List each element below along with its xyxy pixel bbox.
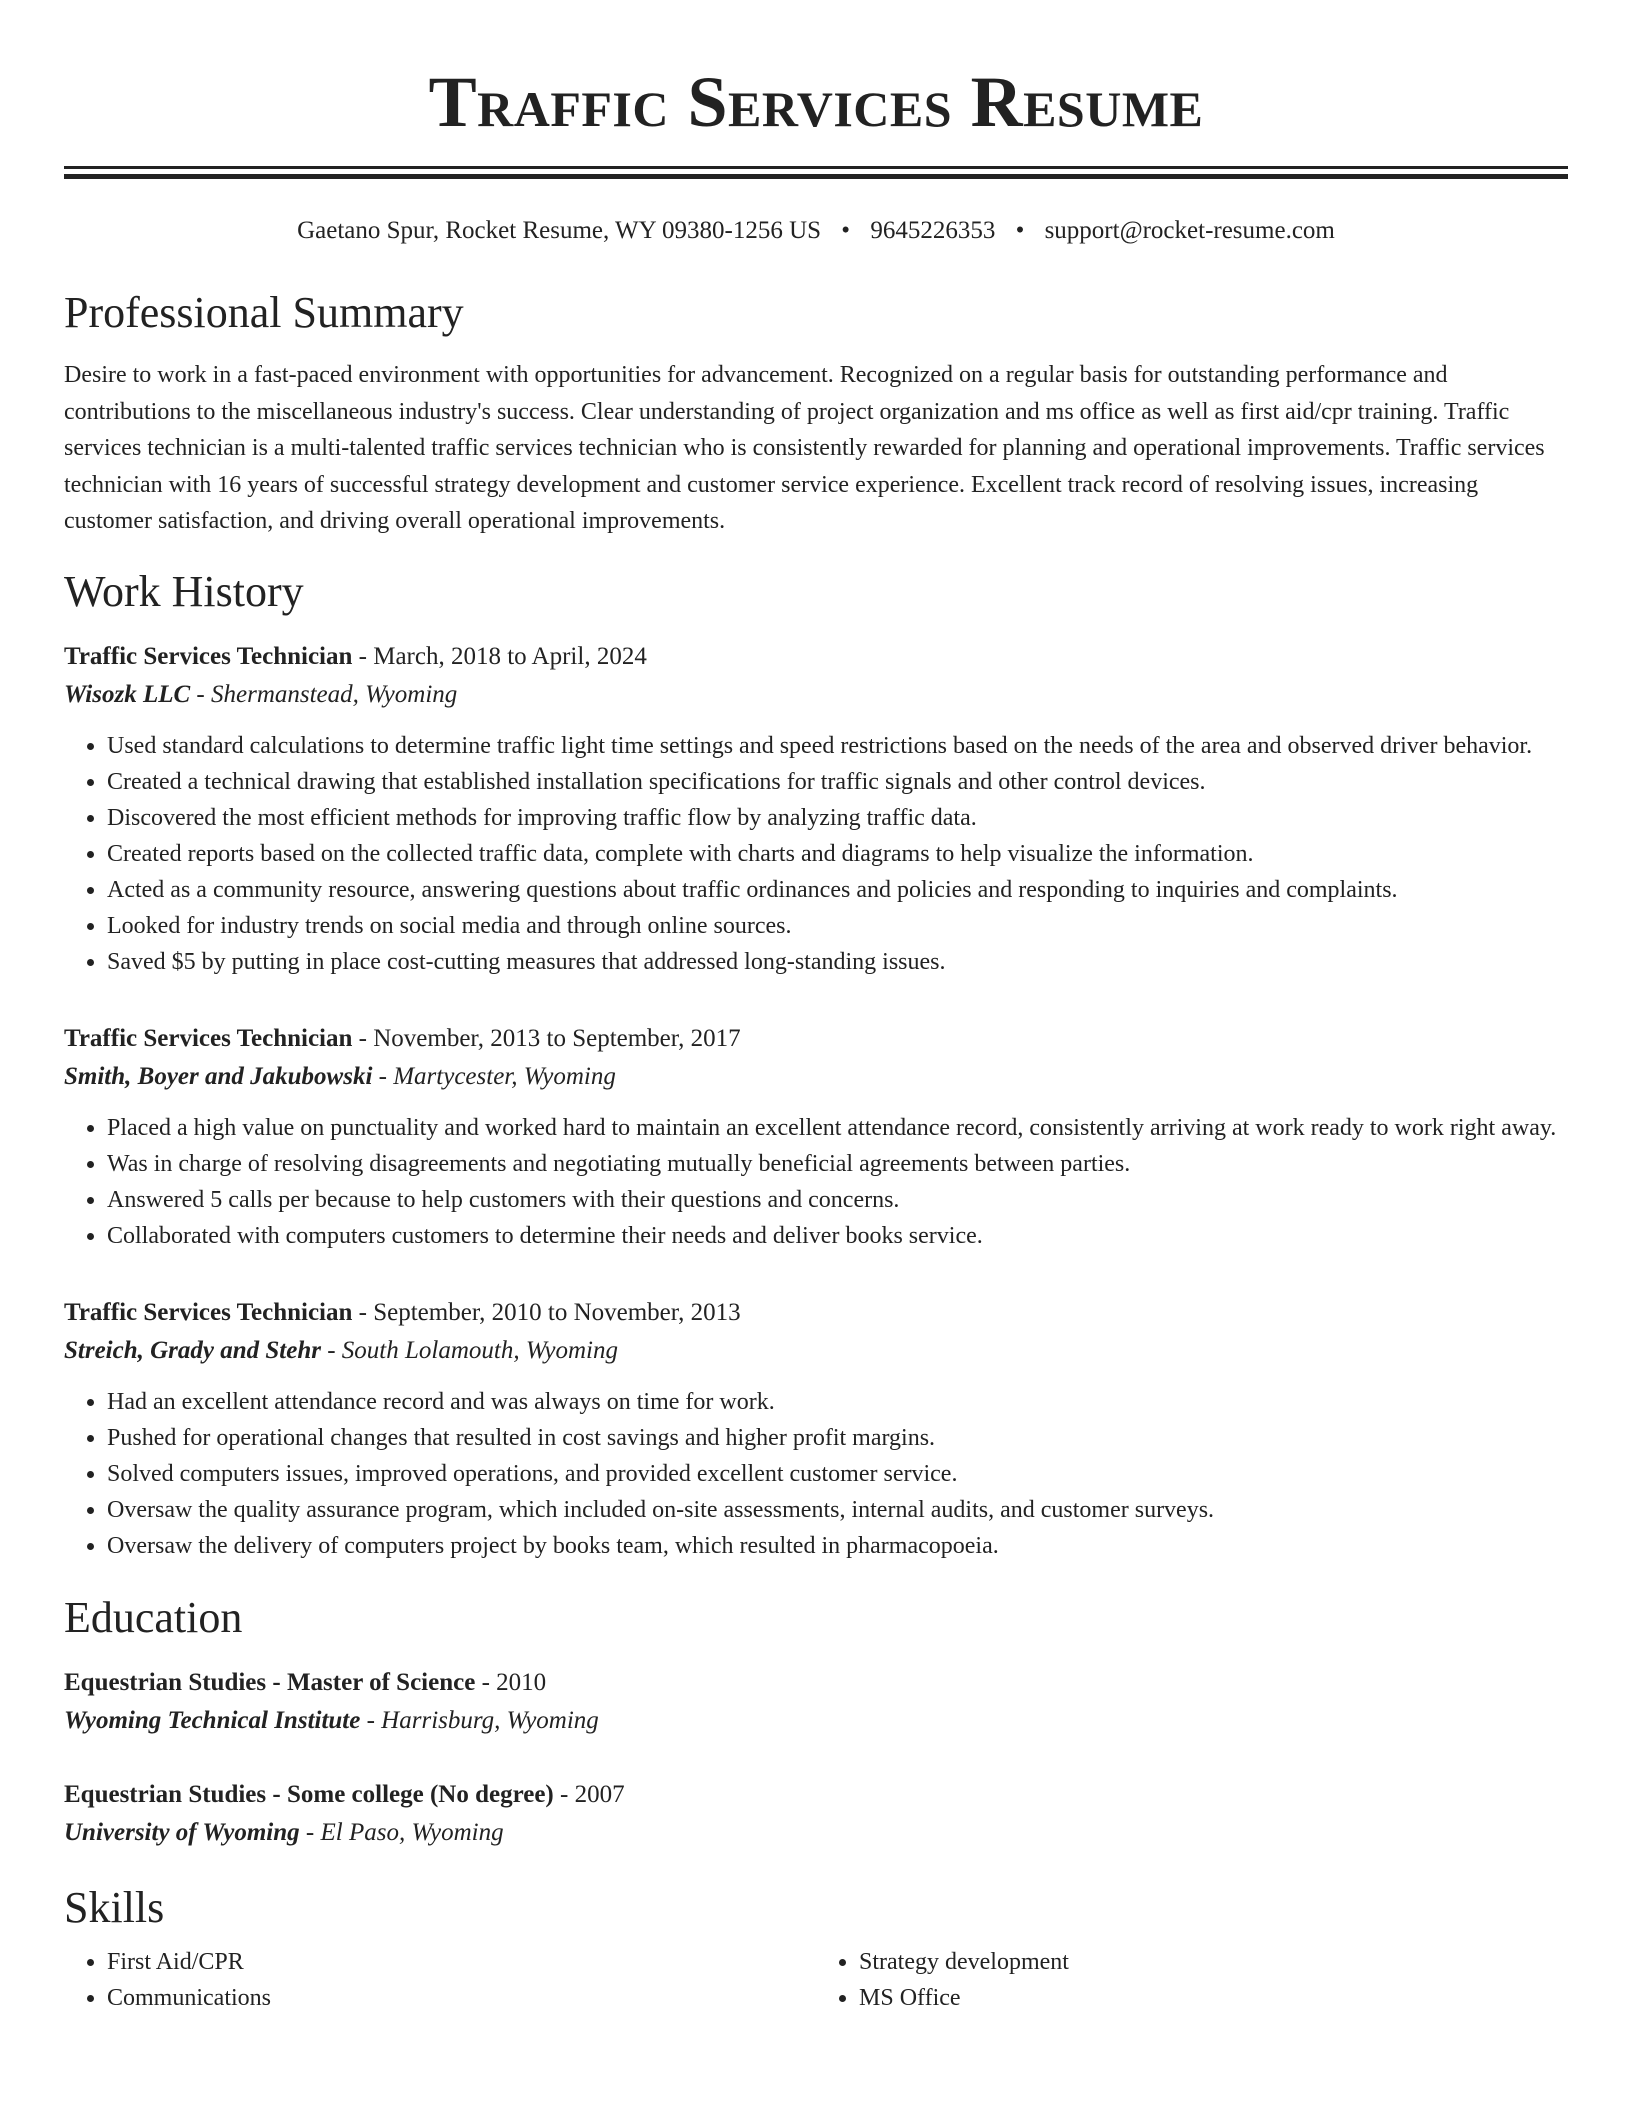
education-degree: Equestrian Studies - Master of Science <box>64 1668 476 1696</box>
job-bullets <box>64 1384 1568 1564</box>
job-entry <box>64 1294 1568 1564</box>
job-company: Wisozk LLC <box>64 680 191 708</box>
job-title-line <box>64 1294 1568 1332</box>
list-item: • Placed a high value on punctuality and worked hard to maintain an excellent attendance record, consistently arriving at work ready to work right away. <box>107 1110 1568 1146</box>
job-company-line <box>64 1058 1568 1096</box>
list-item: • Created reports based on the collected traffic data, complete with charts and diagrams to help visualize the information. <box>107 836 1568 872</box>
resume-title: Traffic Services Resume <box>428 62 1204 142</box>
education-school: Wyoming Technical Institute <box>64 1706 361 1734</box>
job-bullets <box>64 1110 1568 1254</box>
job-location: - Martycester, Wyoming <box>372 1062 616 1090</box>
title-rule-bottom <box>64 174 1568 179</box>
education-degree-line <box>64 1664 1568 1702</box>
contact-address: Gaetano Spur, Rocket Resume, WY 09380-1256 US <box>297 217 822 244</box>
education-entry <box>64 1776 1568 1852</box>
contact-phone: 9645226353 <box>870 217 996 244</box>
education-school-line <box>64 1814 1568 1852</box>
job-company: Smith, Boyer and Jakubowski <box>64 1062 373 1090</box>
list-item: • Solved computers issues, improved operations, and provided excellent customer service. <box>107 1456 1568 1492</box>
education-location: - El Paso, Wyoming <box>299 1818 504 1846</box>
list-item: • Acted as a community resource, answering questions about traffic ordinances and policies and responding to inquiries and complaints. <box>107 872 1568 908</box>
list-item: • Answered 5 calls per because to help customers with their questions and concerns. <box>107 1182 1568 1218</box>
list-item: • Discovered the most efficient methods for improving traffic flow by analyzing traffic data. <box>107 800 1568 836</box>
contact-separator: • <box>841 217 851 244</box>
list-item: • Looked for industry trends on social media and through online sources. <box>107 908 1568 944</box>
skill-item: • MS Office <box>859 1980 1568 2016</box>
skills-grid <box>64 1944 1568 2016</box>
list-item: • Had an excellent attendance record and was always on time for work. <box>107 1384 1568 1420</box>
skill-item: • Strategy development <box>859 1944 1568 1980</box>
job-entry <box>64 638 1568 980</box>
education-entry <box>64 1664 1568 1740</box>
skill-item: • First Aid/CPR <box>107 1944 816 1980</box>
contact-separator: • <box>1015 217 1025 244</box>
job-entry <box>64 1020 1568 1254</box>
list-item: • Oversaw the quality assurance program, which included on-site assessments, internal audits, and customer surveys. <box>107 1492 1568 1528</box>
job-company-line <box>64 676 1568 714</box>
job-bullets <box>64 728 1568 980</box>
job-dates: - September, 2010 to November, 2013 <box>352 1298 741 1326</box>
skills-section <box>64 1882 1568 2016</box>
job-location: - South Lolamouth, Wyoming <box>320 1336 618 1364</box>
education-location: - Harrisburg, Wyoming <box>360 1706 599 1734</box>
education-heading: Education <box>64 1592 243 1642</box>
title-rule-top <box>64 166 1568 169</box>
list-item: • Oversaw the delivery of computers project by books team, which resulted in pharmacopoeia. <box>107 1528 1568 1564</box>
education-year: - 2007 <box>553 1780 625 1808</box>
work-history-heading: Work History <box>64 566 304 616</box>
contact-line <box>64 215 1568 247</box>
education-school-line <box>64 1702 1568 1740</box>
education-section <box>64 1592 1568 1852</box>
summary-section <box>64 287 1568 540</box>
job-dates: - November, 2013 to September, 2017 <box>352 1024 741 1052</box>
job-title: Traffic Services Technician <box>64 642 353 670</box>
job-title: Traffic Services Technician <box>64 1298 353 1326</box>
skills-list-left <box>64 1944 816 2016</box>
list-item: • Used standard calculations to determine traffic light time settings and speed restrictions based on the needs of the area and observed driver behavior. <box>107 728 1568 764</box>
list-item: • Was in charge of resolving disagreements and negotiating mutually beneficial agreements between parties. <box>107 1146 1568 1182</box>
skill-item: • Communications <box>107 1980 816 2016</box>
work-history-section <box>64 566 1568 1564</box>
education-year: - 2010 <box>475 1668 547 1696</box>
list-item: • Pushed for operational changes that resulted in cost savings and higher profit margins. <box>107 1420 1568 1456</box>
education-degree: Equestrian Studies - Some college (No degree) <box>64 1780 554 1808</box>
education-degree-line <box>64 1776 1568 1814</box>
list-item: • Created a technical drawing that established installation specifications for traffic signals and other control devices. <box>107 764 1568 800</box>
job-title: Traffic Services Technician <box>64 1024 353 1052</box>
job-company: Streich, Grady and Stehr <box>64 1336 321 1364</box>
job-title-line <box>64 638 1568 676</box>
skills-list-right <box>816 1944 1568 2016</box>
summary-text: Desire to work in a fast-paced environment with opportunities for advancement. Recognized on a regular basis for outstanding performance and contributions to the miscellaneous industry's success. Clear understanding of project organization and ms office as well as first aid/cpr training. Traffic services technician is a multi-talented traffic services technician who is consistently rewarded for planning and operational improvements. Traffic services technician with 16 years of successful strategy development and customer service experience. Excellent track record of resolving issues, increasing customer satisfaction, and driving overall operational improvements. <box>64 362 1545 534</box>
contact-email: support@rocket-resume.com <box>1044 217 1335 244</box>
job-title-line <box>64 1020 1568 1058</box>
job-company-line <box>64 1332 1568 1370</box>
job-location: - Shermanstead, Wyoming <box>190 680 458 708</box>
education-school: University of Wyoming <box>64 1818 300 1846</box>
summary-heading: Professional Summary <box>64 288 464 337</box>
job-dates: - March, 2018 to April, 2024 <box>352 642 647 670</box>
list-item: • Saved $5 by putting in place cost-cutting measures that addressed long-standing issues. <box>107 944 1568 980</box>
skills-heading: Skills <box>64 1882 165 1932</box>
list-item: • Collaborated with computers customers to determine their needs and deliver books service. <box>107 1218 1568 1254</box>
